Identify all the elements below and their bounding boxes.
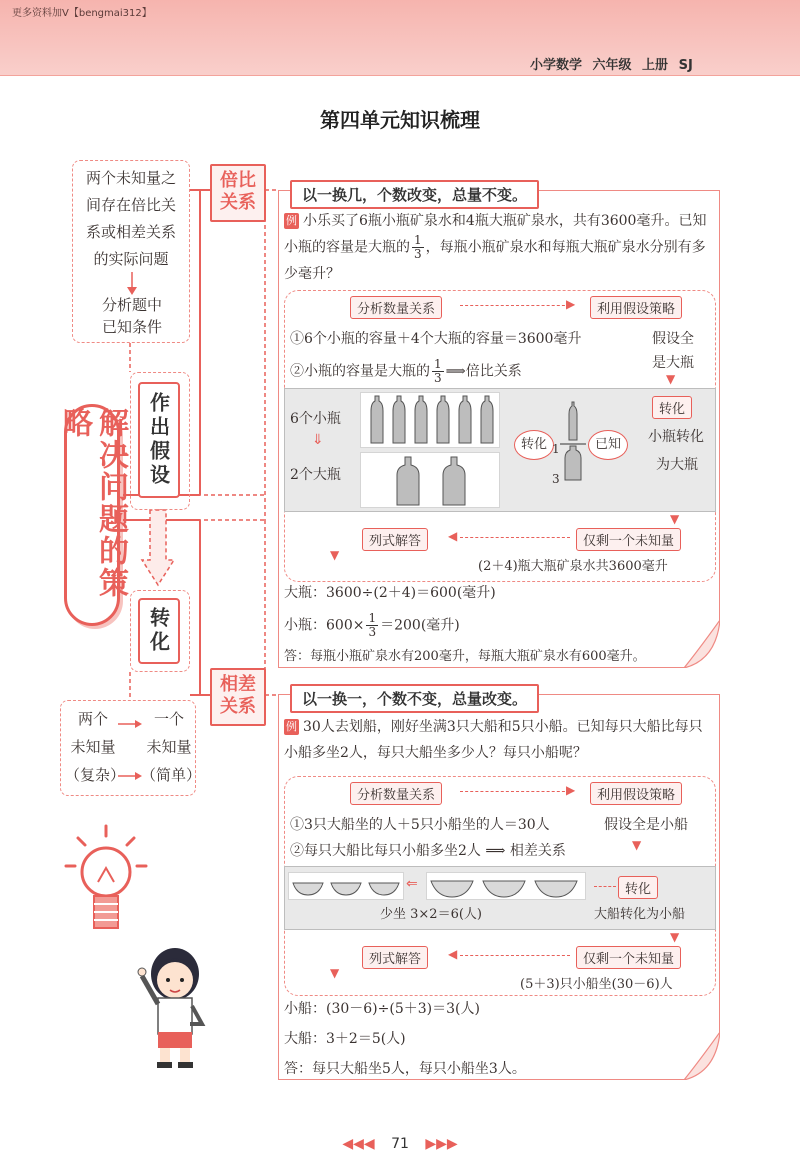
complex-line: 两个 xyxy=(77,710,108,728)
strategy-tag: 利用假设策略 xyxy=(590,296,682,319)
convert-circle: 转化 xyxy=(514,430,554,460)
box1-line: 两个未知量之 xyxy=(85,169,176,187)
frac-num: 1 xyxy=(434,357,442,371)
main-topic-text: 解决问题的策略 xyxy=(57,407,128,599)
less-note: 少坐 3×2＝6(人) xyxy=(380,907,482,922)
convert-note-2: 为大瓶 xyxy=(656,457,698,473)
s2-ans1: 小船：(30－6)÷(5＋3)＝3(人) xyxy=(284,1001,480,1017)
frac-den: 3 xyxy=(368,625,377,639)
total-note: (2＋4)瓶大瓶矿泉水共3600毫升 xyxy=(478,559,668,574)
problem-text: 30人去划船，刚好坐满3只大船和5只小船。已知每只大船比每只小船多坐2人，每只大船坐多少人？每只小船呢？ xyxy=(284,719,703,761)
section1-problem xyxy=(284,208,716,287)
section1-tag-line: 关系 xyxy=(220,192,256,213)
s1-line1: ①6个小瓶的容量＋4个大瓶的容量＝3600毫升 xyxy=(290,331,582,347)
s1-ans1: 大瓶：3600÷(2＋4)＝600(毫升) xyxy=(284,585,496,601)
example-icon: 例 xyxy=(286,720,297,733)
s1-ans2 xyxy=(284,612,460,639)
s1-line2 xyxy=(290,358,522,385)
arrow-line xyxy=(460,305,570,306)
small-boats-icon xyxy=(289,873,405,901)
box1-line: 间存在倍比关 xyxy=(85,196,176,214)
section2-tag-line: 关系 xyxy=(220,696,256,717)
six-small-label: 6个小瓶 xyxy=(290,411,341,427)
arrow-line xyxy=(460,537,570,538)
small-bottles-box xyxy=(360,392,500,448)
down-arrow-icon: ▼ xyxy=(330,548,340,562)
convert-note-1: 小瓶转化 xyxy=(648,429,704,445)
down-arrow-icon: ⇓ xyxy=(312,432,324,448)
section1-rule: 以一换几，个数改变，总量不变。 xyxy=(290,180,539,209)
down-arrow-icon: ▼ xyxy=(666,372,676,386)
analyze-tag: 分析数量关系 xyxy=(350,782,442,805)
s2-ans2: 大船：3＋2＝5(人) xyxy=(284,1031,406,1047)
fraction xyxy=(432,358,444,385)
complex-line: （复杂） xyxy=(65,766,126,784)
box1-sub: 已知条件 xyxy=(101,318,162,336)
footer-right-arrows-icon: ▶▶▶ xyxy=(425,1136,458,1152)
box1-line: 的实际问题 xyxy=(93,250,169,268)
section1-tag xyxy=(210,164,266,222)
frac-num: 1 xyxy=(368,611,377,625)
simple-line: （简单） xyxy=(141,766,202,784)
example-icon: 例 xyxy=(286,214,297,227)
s1-ans3: 答：每瓶小瓶矿泉水有200毫升，每瓶大瓶矿泉水有600毫升。 xyxy=(284,649,646,664)
s2-ans3: 答：每只大船坐5人，每只小船坐3人。 xyxy=(284,1061,526,1077)
s1-line2a: ②小瓶的容量是大瓶的 xyxy=(290,363,430,380)
book-info: 小学数学 六年级 上册 SJ xyxy=(530,58,693,73)
lightbulb-icon xyxy=(60,820,160,950)
section2-problem xyxy=(284,714,716,766)
simple-line: 一个 xyxy=(153,710,184,728)
main-topic xyxy=(57,404,128,626)
big-boats-box xyxy=(426,872,586,900)
s2-line1: ①3只大船坐的人＋5只小船坐的人＝30人 xyxy=(290,817,550,833)
page-curl-icon xyxy=(684,620,720,668)
one-label: 1 xyxy=(552,442,560,456)
remain-tag: 仅剩一个未知量 xyxy=(576,946,681,969)
analyze-tag: 分析数量关系 xyxy=(350,296,442,319)
problem-type-box xyxy=(72,160,190,343)
section1-tag-line: 倍比 xyxy=(220,170,256,191)
down-arrow-icon: ▼ xyxy=(670,930,680,944)
down-arrow-icon: ▼ xyxy=(670,512,680,526)
s1-line2b: ⟹倍比关系 xyxy=(445,363,522,380)
arrow-line xyxy=(460,955,570,956)
bottle-compare-icon xyxy=(560,400,586,496)
small-bottles-icon xyxy=(361,393,501,449)
two-big-label: 2个大瓶 xyxy=(290,467,341,483)
known-circle: 已知 xyxy=(588,430,628,460)
complex-line: 未知量 xyxy=(70,738,116,756)
page-curl-icon xyxy=(684,1032,720,1080)
down-arrow-icon: ▼ xyxy=(330,966,340,980)
arrow-head-icon: ▶ xyxy=(566,783,576,797)
convert-tag-s2: 转化 xyxy=(618,876,658,899)
page-title: 第四单元知识梳理 xyxy=(320,108,480,132)
frac-den: 3 xyxy=(434,371,442,385)
page-footer xyxy=(0,1136,800,1152)
page-number: 71 xyxy=(391,1136,409,1152)
big-bottles-box xyxy=(360,452,500,508)
convert-tag: 转化 xyxy=(138,598,180,664)
boy-illustration xyxy=(130,940,220,1070)
solve-tag: 列式解答 xyxy=(362,528,428,551)
s2-line2: ②每只大船比每只小船多坐2人 ⟹ 相差关系 xyxy=(290,843,566,859)
fraction xyxy=(366,612,378,639)
big-boats-icon xyxy=(427,873,587,901)
footer-left-arrows-icon: ◀◀◀ xyxy=(342,1136,375,1152)
small-boats-box xyxy=(288,872,404,900)
strategy-tag: 利用假设策略 xyxy=(590,782,682,805)
box1-line: 系或相差关系 xyxy=(85,223,176,241)
assume-tag: 作出假设 xyxy=(138,382,180,498)
s2-convert-note: 大船转化为小船 xyxy=(594,907,686,922)
arrow-head-icon: ▶ xyxy=(566,297,576,311)
watermark: 更多资料加V【bengmai312】 xyxy=(12,8,152,19)
s1-ans2a: 小瓶：600× xyxy=(284,617,365,634)
arrow-left-icon: ◀ xyxy=(448,947,458,961)
convert-tag-s1: 转化 xyxy=(652,396,692,419)
arrow-line xyxy=(460,791,570,792)
third-label: 3 xyxy=(552,472,560,486)
arrow-line xyxy=(594,886,616,887)
down-arrow-icon: ▼ xyxy=(632,838,642,852)
seat-note: (5＋3)只小船坐(30－6)人 xyxy=(520,977,673,992)
problem-text-a: 小乐买了6瓶小瓶矿泉水和4瓶大瓶矿泉水，共有3600毫升。已知小瓶的容量是大瓶的 xyxy=(284,213,707,256)
section2-tag xyxy=(210,668,266,726)
simple-line: 未知量 xyxy=(146,738,192,756)
s1-ans2b: ＝200(毫升) xyxy=(380,617,460,634)
problem-text-b: ，每瓶小瓶矿泉水和每瓶大瓶矿泉水分别有多少毫升？ xyxy=(284,239,706,282)
s1-assume-note2: 是大瓶 xyxy=(652,355,694,371)
box1-sub: 分析题中 xyxy=(101,296,162,314)
s2-assume-note: 假设全是小船 xyxy=(604,817,688,833)
frac-den: 3 xyxy=(414,247,422,261)
solve-tag: 列式解答 xyxy=(362,946,428,969)
s1-assume-note: 假设全 xyxy=(652,331,694,347)
left-arrow-icon: ⇐ xyxy=(406,876,418,892)
complexity-box xyxy=(60,700,202,796)
section2-rule: 以一换一，个数不变，总量改变。 xyxy=(290,684,539,713)
big-bottles-icon xyxy=(361,453,501,509)
fraction xyxy=(412,234,424,261)
section2-tag-line: 相差 xyxy=(220,674,256,695)
remain-tag: 仅剩一个未知量 xyxy=(576,528,681,551)
bottle-compare xyxy=(560,400,586,496)
frac-num: 1 xyxy=(414,233,422,247)
arrow-left-icon: ◀ xyxy=(448,529,458,543)
